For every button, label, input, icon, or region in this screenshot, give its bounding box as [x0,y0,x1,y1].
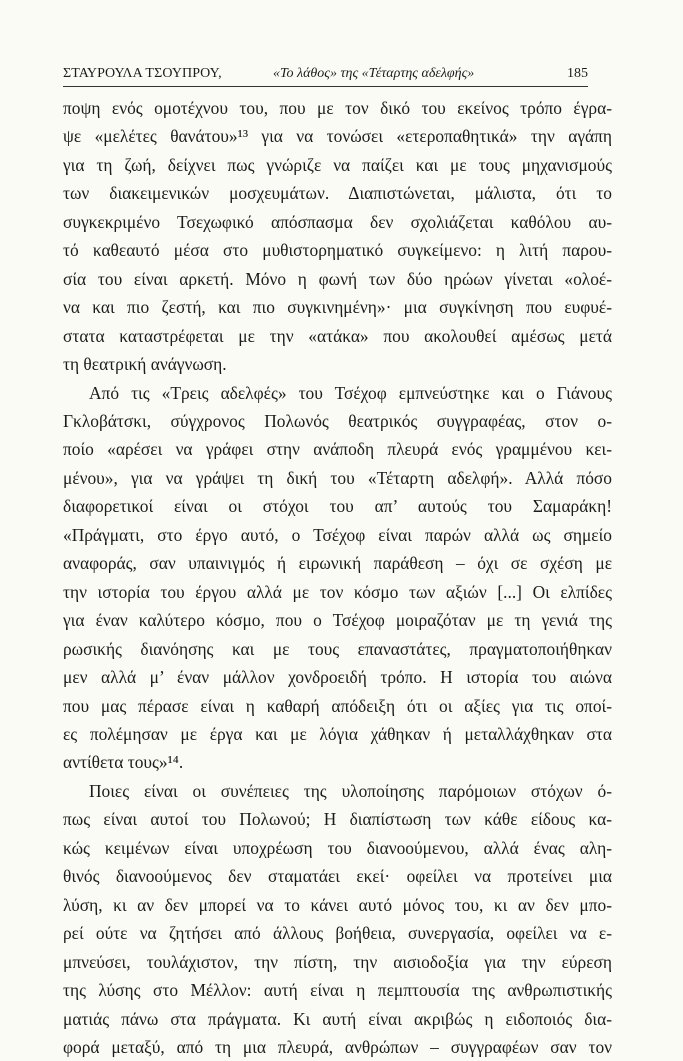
text-line: ψε «μελέτες θανάτου»¹³ για να τονώσει «ετεροπαθητικά» την αγάπη [63,126,612,147]
running-header-author: ΣΤΑΥΡΟΥΛΑ ΤΣΟΥΠΡΟΥ, [63,66,222,81]
text-line: για τη ζωή, δείχνει πως γνώριζε να παίζει και με τους μηχανισμούς [63,154,612,175]
text-line: μεν αλλά μ’ έναν μάλλον χονδροειδή τρόπο. Η ιστορία του αιώνα [63,667,612,688]
page-number: 185 [567,66,588,81]
text-line: ποίο «αρέσει να γράφει στην ανάποδη πλευρά ενός γραμμένου κει- [63,439,612,460]
text-line: ρεί ούτε να ζητήσει από άλλους βοήθεια, συνεργασία, οφείλει να ε- [63,923,612,944]
text-line: φορά μεταξύ, από τη μια πλευρά, ανθρώπων – συγγραφέων σαν τον [63,1036,612,1057]
body-text [63,94,612,1061]
text-line: διαφορετικοί είναι οι στόχοι του απ’ αυτούς του Σαμαράκη! [63,496,612,517]
text-line: πως είναι αυτοί του Πολωνού; Η διαπίστωση των κάθε είδους κα- [63,809,612,830]
running-header-title: «Το λάθος» της «Τέταρτης αδελφής» [273,66,475,81]
text-line: τη θεατρική ανάγνωση. [63,354,227,375]
text-line: στατα καταστρέφεται με την «ατάκα» που ακολουθεί αμέσως μετά [63,325,612,346]
text-line: τό καθεαυτό μέσα στο μυθιστορηματικό συγκείμενο: η λιτή παρου- [63,240,612,261]
text-line: μπνεύσει, τουλάχιστον, την πίστη, την αισιοδοξία για την εύρεση [63,951,612,972]
text-line: Ποιες είναι οι συνέπειες της υλοποίησης παρόμοιων στόχων ό- [89,780,612,801]
text-line: αναφοράς, σαν υπαινιγμός ή ειρωνική παράθεση – όχι σε σχέση με [63,553,612,574]
text-line: σία του είναι αρκετή. Μόνο η φωνή των δύο ηρώων γίνεται «ολοέ- [63,268,612,289]
text-line: ες πολέμησαν με έργα και με λόγια χάθηκαν ή μεταλλάχθηκαν στα [63,723,612,744]
paragraph-1 [63,94,612,379]
text-line: ποψη ενός ομοτέχνου του, που με τον δικό του εκείνος τρόπο έγρα- [63,98,612,118]
text-line: μένου», για να γράψει τη δική του «Τέταρτη αδελφή». Αλλά πόσο [63,467,612,488]
text-line: των διακειμενικών μοσχευμάτων. Διαπιστώνεται, μάλιστα, ότι το [63,183,612,204]
text-line: της λύσης στο Μέλλον: αυτή είναι η πεμπτουσία της ανθρωπιστικής [63,980,612,1001]
text-line: συγκεκριμένο Τσεχωφικό απόσπασμα δεν σχολιάζεται καθόλου αυ- [63,211,612,232]
header-rule [63,86,588,87]
paragraph-2 [63,379,612,777]
text-line: «Πράγματι, στο έργο αυτό, ο Τσέχοφ είναι παρών αλλά ως σημείο [63,524,612,545]
paragraph-3 [63,777,612,1061]
text-line: ρωσικής διανόησης και με τους επαναστάτες, πραγματοποιήθηκαν [63,638,612,659]
text-line: αντίθετα τους»¹⁴. [63,752,184,773]
text-line: Γκλοβάτσκι, σύγχρονος Πολωνός θεατρικός συγγραφέας, στον ο- [63,410,612,431]
text-line: Από τις «Τρεις αδελφές» του Τσέχοφ εμπνεύστηκε και ο Γιάνους [89,382,612,403]
text-line: ματιάς πάνω στα πράγματα. Κι αυτή είναι ακριβώς η ειδοποιός δια- [63,1008,612,1029]
text-line: που μας πέρασε είναι η καθαρή απόδειξη ότι οι αξίες για τις οποί- [63,695,612,716]
text-line: θινός διανοούμενος δεν σταματάει εκεί· οφείλει να προτείνει μια [63,866,612,887]
text-line: να και πιο ζεστή, και πιο συγκινημένη»· μια συγκίνηση που ευφυέ- [63,297,612,318]
text-line: λύση, κι αν δεν μπορεί να το κάνει αυτό μόνος του, κι αν δεν μπο- [63,894,612,915]
running-header [63,64,588,84]
text-line: για έναν καλύτερο κόσμο, που ο Τσέχοφ μοιραζόταν με τη γενιά της [63,610,612,631]
text-line: την ιστορία του έργου αλλά με τον κόσμο των αξιών [...] Οι ελπίδες [63,581,612,602]
text-line: κώς κειμένων είναι υποχρέωση του διανοούμενου, αλλά ένας αλη- [63,837,612,858]
